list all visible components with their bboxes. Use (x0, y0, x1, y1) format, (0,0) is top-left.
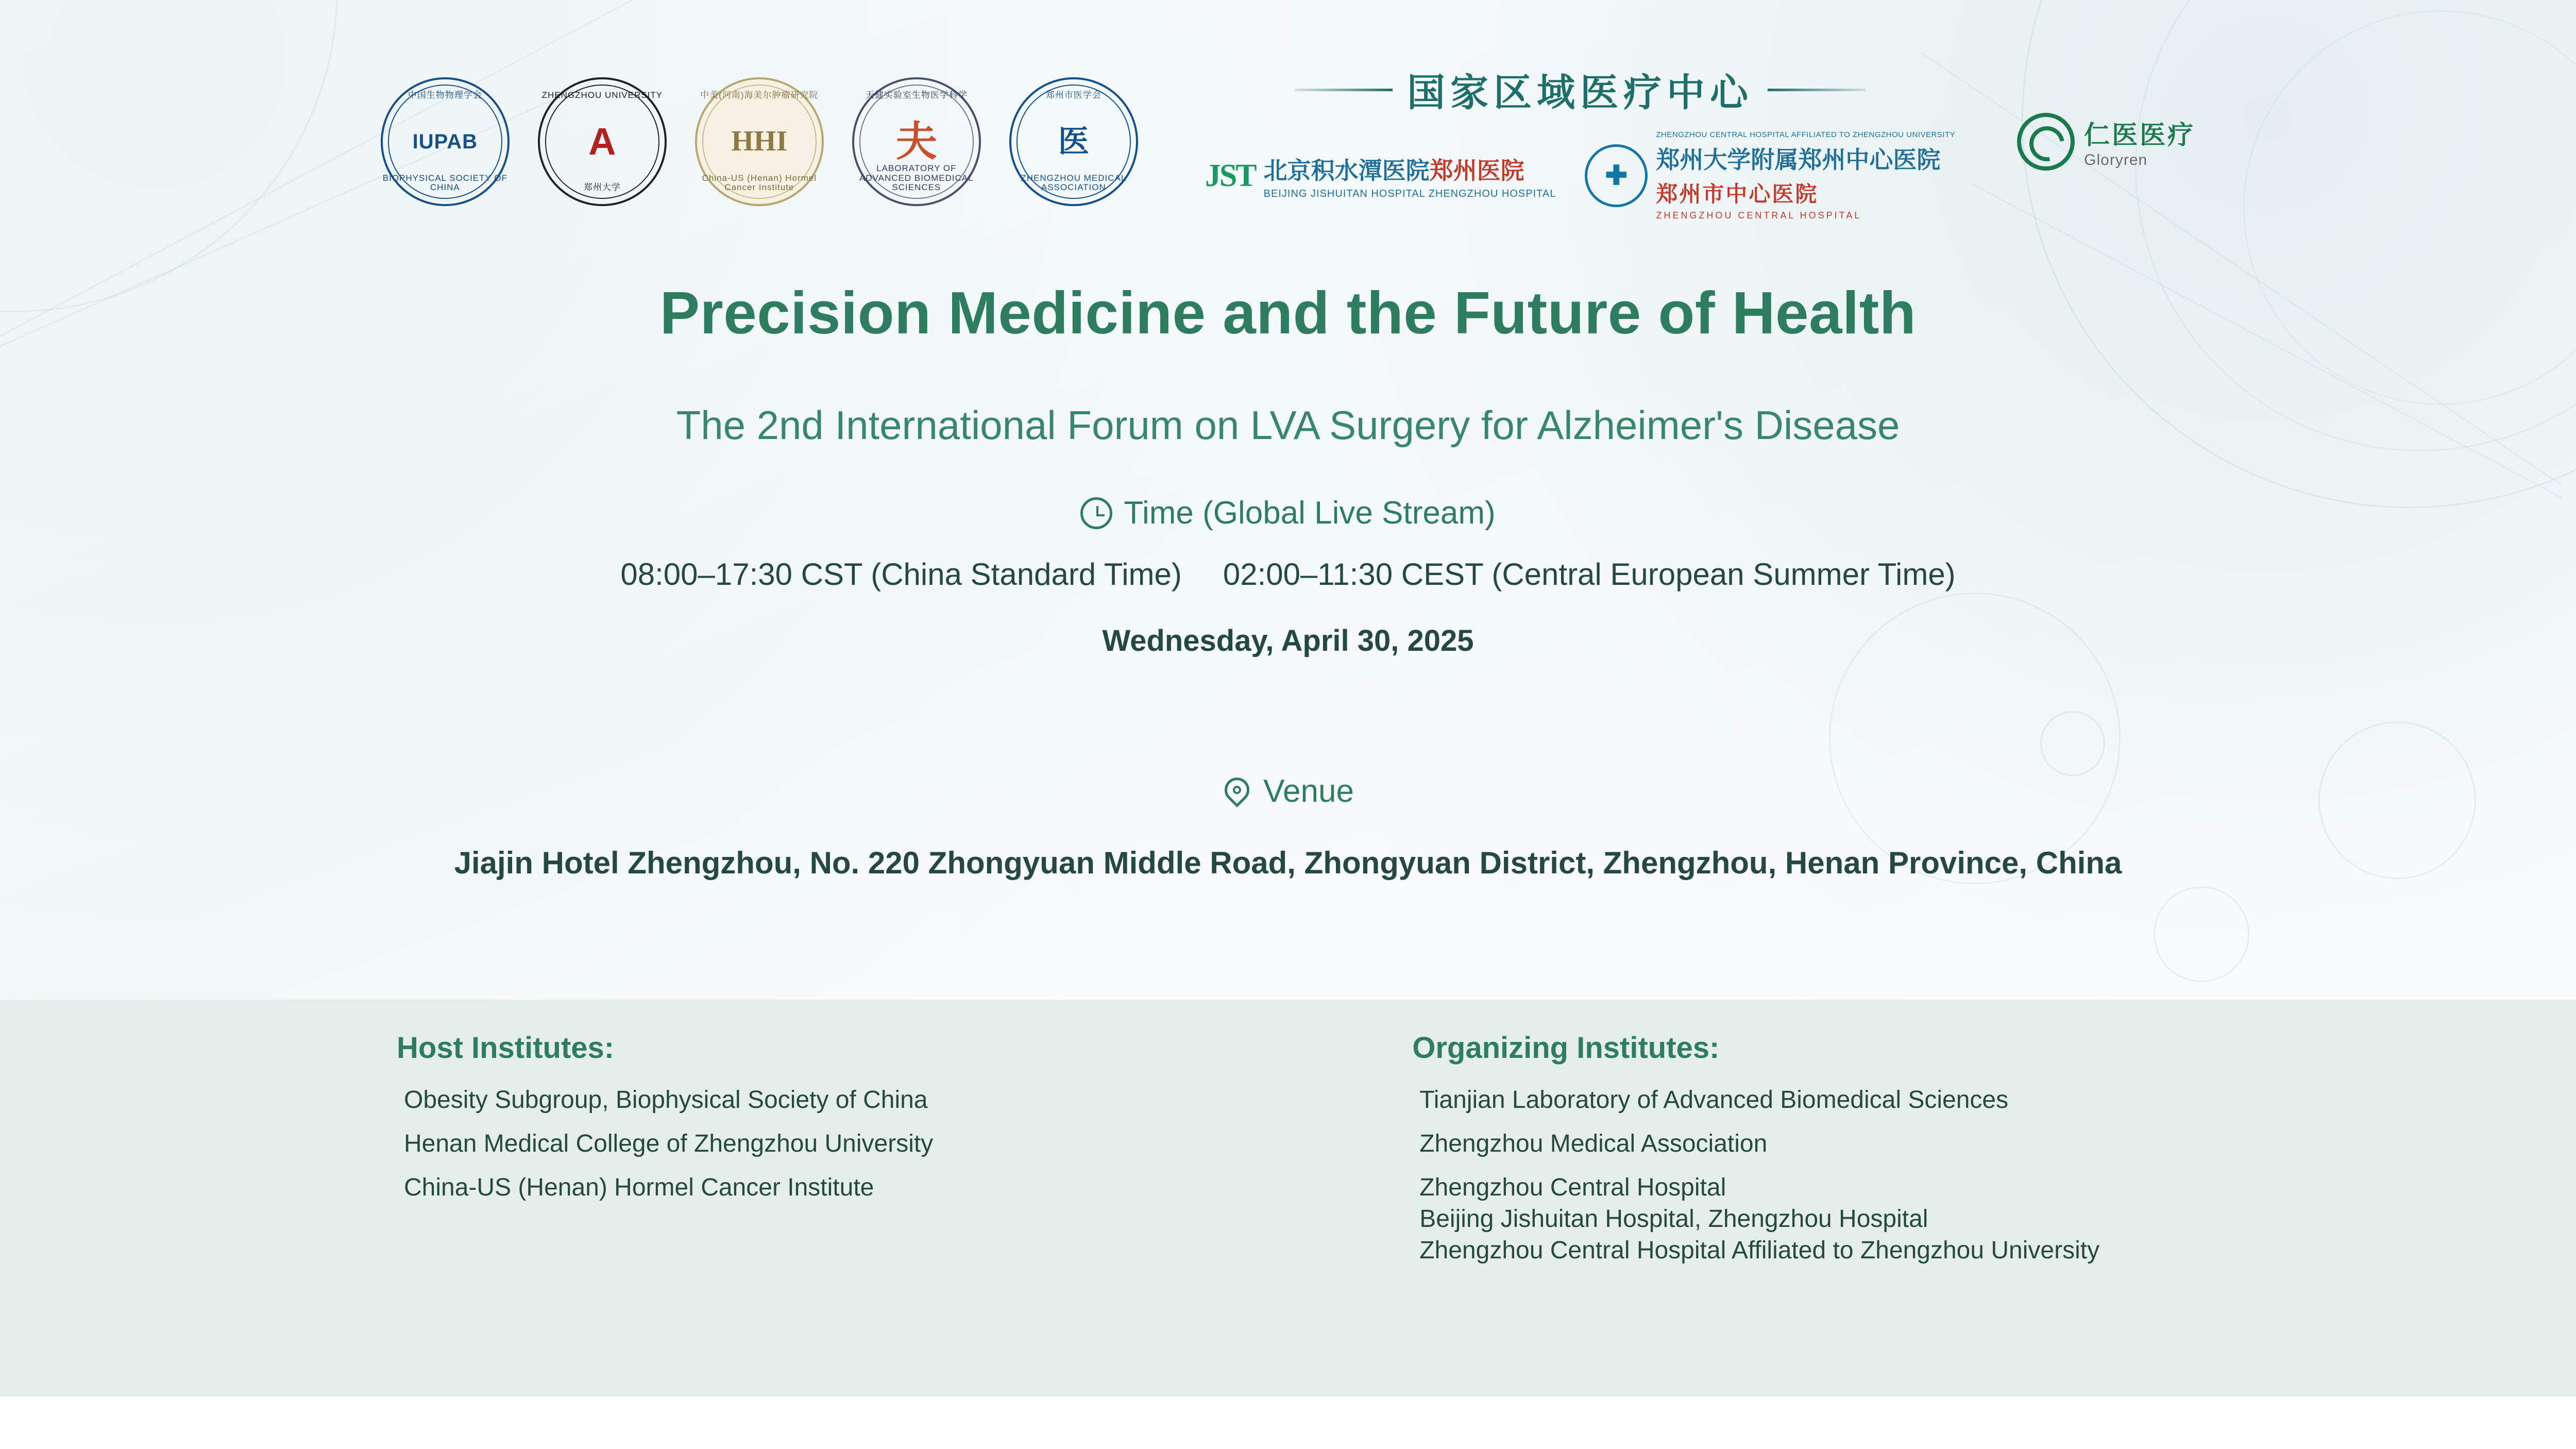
seal-top-text: 郑州市医学会 (1045, 90, 1101, 100)
seal-core-text: IUPAB (412, 130, 478, 153)
venue-heading (0, 773, 2576, 810)
seal-core-text: 医 (1058, 124, 1089, 159)
seal-bottom-text: BIOPHYSICAL SOCIETY OF CHINA (382, 173, 507, 193)
footer-strip (0, 1396, 2576, 1449)
decorative-circle (2154, 886, 2249, 982)
rule-right (1768, 89, 1866, 91)
beijing-jishuitan-zhengzhou-hospital-logo (1205, 152, 1556, 200)
hospital-emblem-icon: ✚ (1585, 144, 1648, 207)
institution-seals (381, 77, 1138, 206)
organizing-institutes-list (1412, 1086, 2099, 1265)
seal-bottom-text: LABORATORY OF ADVANCED BIOMEDICAL SCIENCES (859, 163, 974, 193)
partner-chinese-name: 郑州大学附属郑州中心医院 (1656, 146, 1941, 173)
time-heading-label: Time (Global Live Stream) (1124, 495, 1496, 531)
event-date: Wednesday, April 30, 2025 (1102, 624, 1474, 658)
decorative-circle (2040, 711, 2105, 776)
list-item: Tianjian Laboratory of Advanced Biomedical Sciences (1419, 1086, 2009, 1114)
gloryren-chinese-name: 仁医医疗 (2084, 121, 2196, 149)
list-item: Obesity Subgroup, Biophysical Society of China (404, 1086, 928, 1114)
location-pin-icon (1222, 777, 1252, 806)
seal-bottom-text: China-US (Henan) Hormel Cancer Institute (702, 173, 817, 193)
zhengzhou-central-hospital-logo (1585, 130, 1955, 221)
seal-bottom-text: ZHENGZHOU MEDICAL ASSOCIATION (1021, 173, 1127, 193)
list-item: China-US (Henan) Hormel Cancer Institute (404, 1174, 874, 1201)
partner-chinese-name: 北京积水潭医院郑州医院 (1263, 157, 1524, 184)
time-values (0, 557, 2576, 592)
national-center-title-row (1295, 62, 1866, 117)
list-item: Beijing Jishuitan Hospital, Zhengzhou Hospital (1419, 1205, 1928, 1233)
time-heading (0, 495, 2576, 531)
list-item: Henan Medical College of Zhengzhou University (404, 1130, 934, 1157)
venue-heading-label: Venue (1263, 773, 1354, 809)
tianjian-laboratory-seal-icon (852, 77, 981, 206)
partner-english-second-name: ZHENGZHOU CENTRAL HOSPITAL (1656, 210, 1862, 221)
seal-top-text: 天健实验室生物医学科学 (865, 90, 968, 100)
gloryren-english-name: Gloryren (2084, 151, 2148, 169)
national-regional-medical-center-block (1205, 62, 1955, 221)
time-cest: 02:00–11:30 CEST (Central European Summer Time) (1223, 557, 1956, 592)
seal-top-text: 中国生物物理学会 (408, 90, 482, 100)
hormel-cancer-institute-seal-icon (695, 77, 824, 206)
seal-bottom-text: 郑州大学 (583, 182, 621, 193)
clock-icon (1080, 497, 1112, 529)
time-cst: 08:00–17:30 CST (China Standard Time) (620, 557, 1182, 592)
page-subtitle: The 2nd International Forum on LVA Surgery for Alzheimer's Disease (676, 402, 1900, 448)
host-institutes-heading: Host Institutes: (397, 1031, 615, 1065)
venue-address: Jiajin Hotel Zhengzhou, No. 220 Zhongyuan Middle Road, Zhongyuan District, Zhengzhou, Henan Province, China (454, 846, 2122, 880)
host-institutes-list (397, 1086, 933, 1202)
list-item: Zhengzhou Central Hospital (1419, 1174, 1726, 1201)
organizing-institutes-heading: Organizing Institutes: (1412, 1031, 1720, 1065)
partner-english-name: BEIJING JISHUITAN HOSPITAL ZHENGZHOU HOSPITAL (1263, 188, 1556, 199)
gloryren-logo (2017, 113, 2195, 171)
organizing-institutes-subgroup (1419, 1173, 2099, 1265)
seal-core-text: А (588, 120, 616, 163)
seal-top-text: 中美(河南)海美尔肿瘤研究院 (700, 90, 819, 100)
seal-core-text: 夫 (895, 119, 937, 164)
list-item: Zhengzhou Medical Association (1419, 1130, 1768, 1157)
organizing-institutes-column (1412, 1031, 2099, 1265)
zhengzhou-university-seal-icon (538, 77, 667, 206)
seal-core-text: HHI (731, 125, 788, 158)
partner-chinese-second-name: 郑州市中心医院 (1656, 182, 1819, 206)
logo-strip (0, 57, 2576, 227)
list-item: Zhengzhou Central Hospital Affiliated to Zhengzhou University (1419, 1237, 2100, 1264)
jst-monogram-icon: JST (1205, 158, 1256, 193)
page-title: Precision Medicine and the Future of Health (659, 279, 1917, 346)
seal-top-text: ZHENGZHOU UNIVERSITY (541, 90, 663, 100)
partner-english-name: ZHENGZHOU CENTRAL HOSPITAL AFFILIATED TO ZHENGZHOU UNIVERSITY (1656, 130, 1956, 139)
rule-left (1295, 89, 1393, 91)
zhengzhou-medical-association-seal-icon (1009, 77, 1138, 206)
biophysical-society-of-china-seal-icon (381, 77, 510, 206)
gloryren-swirl-icon (2017, 113, 2075, 171)
national-center-title: 国家区域医疗中心 (1407, 71, 1753, 114)
host-institutes-column (397, 1031, 933, 1265)
partner-logos-row (1205, 130, 1955, 221)
institutes-panel (0, 1000, 2576, 1396)
